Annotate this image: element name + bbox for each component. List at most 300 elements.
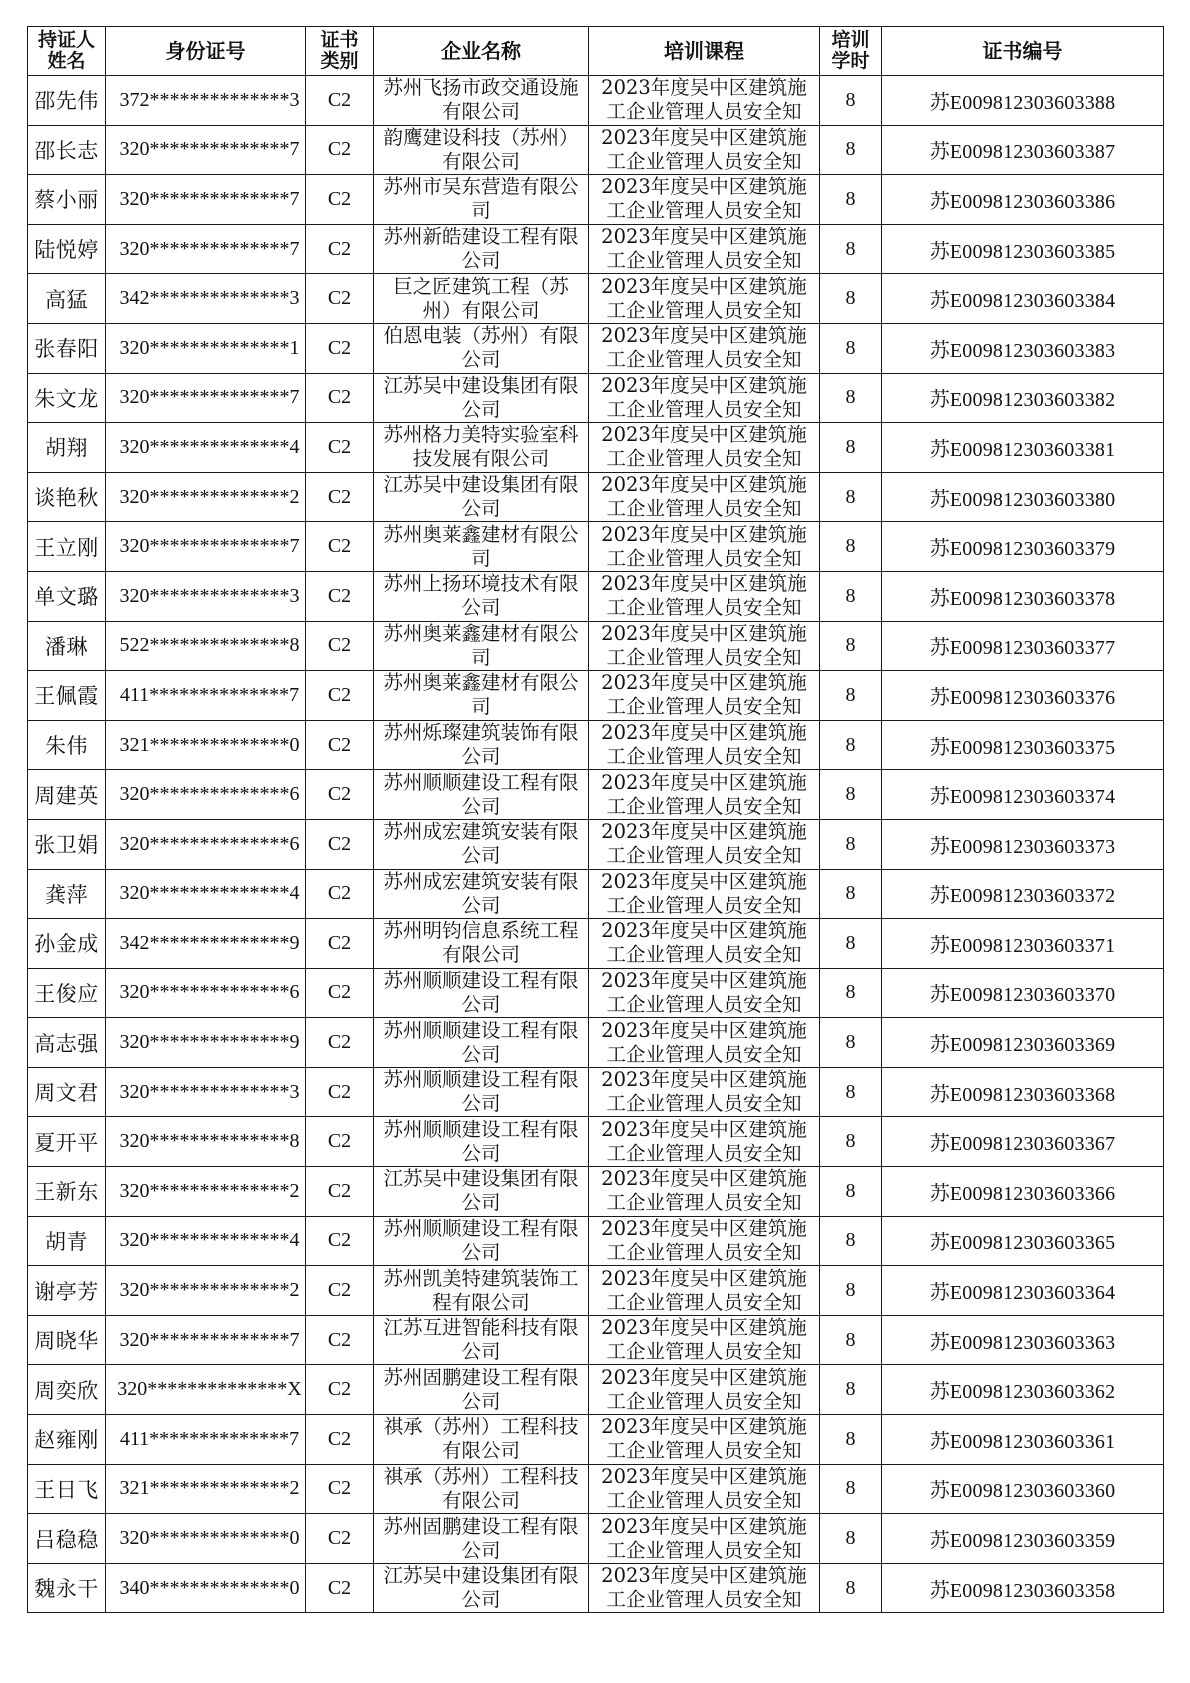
cert-type-cell: C2	[306, 423, 374, 473]
course-cell	[589, 175, 820, 225]
cert-number-cell: 苏E009812303603373	[882, 819, 1164, 869]
course-cell-text: 2023年度吴中区建筑施工企业管理人员安全知	[601, 770, 807, 818]
company-cell	[374, 1365, 589, 1415]
hours-cell: 8	[820, 423, 882, 473]
cert-type-cell: C2	[306, 323, 374, 373]
course-cell-text: 2023年度吴中区建筑施工企业管理人员安全知	[601, 274, 807, 322]
table-row	[28, 224, 1164, 274]
table-row	[28, 1365, 1164, 1415]
course-cell	[589, 1266, 820, 1316]
course-cell-text: 2023年度吴中区建筑施工企业管理人员安全知	[601, 1018, 807, 1066]
cert-number-cell: 苏E009812303603379	[882, 522, 1164, 572]
course-cell-text: 2023年度吴中区建筑施工企业管理人员安全知	[601, 473, 807, 521]
company-cell-text: 巨之匠建筑工程（苏州）有限公司	[393, 274, 569, 322]
course-cell	[589, 571, 820, 621]
course-cell	[589, 621, 820, 671]
hours-cell: 8	[820, 1365, 882, 1415]
cert-type-cell: C2	[306, 1315, 374, 1365]
company-cell-text: 苏州顺顺建设工程有限公司	[383, 1068, 579, 1116]
hours-cell: 8	[820, 1315, 882, 1365]
company-cell	[374, 1266, 589, 1316]
company-cell-text: 江苏吴中建设集团有限公司	[383, 473, 579, 521]
company-cell	[374, 224, 589, 274]
cert-number-cell: 苏E009812303603380	[882, 472, 1164, 522]
table-row	[28, 1216, 1164, 1266]
cert-number-cell: 苏E009812303603384	[882, 274, 1164, 324]
table-row	[28, 1315, 1164, 1365]
course-cell	[589, 968, 820, 1018]
holder-name-cell: 谈艳秋	[28, 472, 106, 522]
hours-cell: 8	[820, 522, 882, 572]
course-cell-text: 2023年度吴中区建筑施工企业管理人员安全知	[601, 869, 807, 917]
company-cell	[374, 1117, 589, 1167]
company-cell-text: 韵鹰建设科技（苏州）有限公司	[383, 125, 579, 173]
company-cell-text: 苏州明钧信息系统工程有限公司	[383, 919, 579, 967]
company-cell-text: 苏州新皓建设工程有限公司	[383, 225, 579, 273]
hours-cell: 8	[820, 274, 882, 324]
cert-number-cell: 苏E009812303603387	[882, 125, 1164, 175]
course-cell-text: 2023年度吴中区建筑施工企业管理人员安全知	[601, 125, 807, 173]
course-cell-text: 2023年度吴中区建筑施工企业管理人员安全知	[601, 76, 807, 124]
company-cell	[374, 869, 589, 919]
cert-number-cell: 苏E009812303603359	[882, 1514, 1164, 1564]
table-row	[28, 571, 1164, 621]
cert-type-cell: C2	[306, 1167, 374, 1217]
cert-type-cell: C2	[306, 1464, 374, 1514]
course-cell-text: 2023年度吴中区建筑施工企业管理人员安全知	[601, 1167, 807, 1215]
cert-number-cell: 苏E009812303603381	[882, 423, 1164, 473]
course-cell-text: 2023年度吴中区建筑施工企业管理人员安全知	[601, 225, 807, 273]
hours-cell: 8	[820, 1018, 882, 1068]
course-cell-text: 2023年度吴中区建筑施工企业管理人员安全知	[601, 820, 807, 868]
holder-name-cell: 单文璐	[28, 571, 106, 621]
course-cell	[589, 1415, 820, 1465]
holder-name-cell: 潘琳	[28, 621, 106, 671]
course-cell-text: 2023年度吴中区建筑施工企业管理人员安全知	[601, 671, 807, 719]
company-cell	[374, 819, 589, 869]
header-cert-type: 证书 类别	[306, 27, 374, 76]
cert-number-cell: 苏E009812303603372	[882, 869, 1164, 919]
id-number-cell: 320**************2	[106, 472, 306, 522]
cert-type-cell: C2	[306, 274, 374, 324]
cert-type-cell: C2	[306, 621, 374, 671]
holder-name-cell: 邵先伟	[28, 76, 106, 126]
id-number-cell: 340**************0	[106, 1563, 306, 1613]
id-number-cell: 320**************2	[106, 1167, 306, 1217]
id-number-cell: 411**************7	[106, 671, 306, 721]
company-cell	[374, 522, 589, 572]
company-cell	[374, 571, 589, 621]
cert-type-cell: C2	[306, 1216, 374, 1266]
id-number-cell: 320**************3	[106, 1067, 306, 1117]
hours-cell: 8	[820, 1563, 882, 1613]
table-row	[28, 522, 1164, 572]
company-cell-text: 苏州固鹏建设工程有限公司	[383, 1514, 579, 1562]
id-number-cell: 320**************6	[106, 770, 306, 820]
hours-cell: 8	[820, 1167, 882, 1217]
table-row	[28, 1067, 1164, 1117]
table-body	[28, 76, 1164, 1613]
company-cell-text: 祺承（苏州）工程科技有限公司	[383, 1415, 579, 1463]
hours-cell: 8	[820, 175, 882, 225]
certificate-table	[27, 26, 1164, 1613]
course-cell-text: 2023年度吴中区建筑施工企业管理人员安全知	[601, 373, 807, 421]
holder-name-cell: 高猛	[28, 274, 106, 324]
id-number-cell: 320**************4	[106, 423, 306, 473]
course-cell	[589, 423, 820, 473]
cert-number-cell: 苏E009812303603385	[882, 224, 1164, 274]
cert-type-cell: C2	[306, 522, 374, 572]
hours-cell: 8	[820, 125, 882, 175]
id-number-cell: 320**************7	[106, 373, 306, 423]
cert-type-cell: C2	[306, 1415, 374, 1465]
cert-type-cell: C2	[306, 968, 374, 1018]
holder-name-cell: 周晓华	[28, 1315, 106, 1365]
company-cell-text: 苏州飞扬市政交通设施有限公司	[383, 76, 579, 124]
holder-name-cell: 陆悦婷	[28, 224, 106, 274]
table-row	[28, 919, 1164, 969]
course-cell-text: 2023年度吴中区建筑施工企业管理人员安全知	[601, 1564, 807, 1612]
cert-number-cell: 苏E009812303603382	[882, 373, 1164, 423]
course-cell-text: 2023年度吴中区建筑施工企业管理人员安全知	[601, 1415, 807, 1463]
course-cell-text: 2023年度吴中区建筑施工企业管理人员安全知	[601, 1068, 807, 1116]
hours-cell: 8	[820, 1067, 882, 1117]
holder-name-cell: 蔡小丽	[28, 175, 106, 225]
id-number-cell: 320**************4	[106, 1216, 306, 1266]
holder-name-cell: 张卫娟	[28, 819, 106, 869]
table-row	[28, 869, 1164, 919]
cert-type-cell: C2	[306, 1266, 374, 1316]
course-cell	[589, 1018, 820, 1068]
hours-cell: 8	[820, 1117, 882, 1167]
hours-cell: 8	[820, 1266, 882, 1316]
holder-name-cell: 周建英	[28, 770, 106, 820]
id-number-cell: 320**************0	[106, 1514, 306, 1564]
cert-number-cell: 苏E009812303603364	[882, 1266, 1164, 1316]
cert-type-cell: C2	[306, 1117, 374, 1167]
cert-number-cell: 苏E009812303603378	[882, 571, 1164, 621]
id-number-cell: 411**************7	[106, 1415, 306, 1465]
cert-type-cell: C2	[306, 373, 374, 423]
course-cell	[589, 125, 820, 175]
company-cell	[374, 323, 589, 373]
course-cell-text: 2023年度吴中区建筑施工企业管理人员安全知	[601, 1514, 807, 1562]
holder-name-cell: 邵长志	[28, 125, 106, 175]
holder-name-cell: 张春阳	[28, 323, 106, 373]
id-number-cell: 320**************2	[106, 1266, 306, 1316]
hours-cell: 8	[820, 472, 882, 522]
company-cell-text: 苏州上扬环境技术有限公司	[383, 572, 579, 620]
id-number-cell: 320**************7	[106, 522, 306, 572]
id-number-cell: 342**************9	[106, 919, 306, 969]
cert-type-cell: C2	[306, 472, 374, 522]
company-cell-text: 苏州顺顺建设工程有限公司	[383, 1018, 579, 1066]
id-number-cell: 320**************X	[106, 1365, 306, 1415]
id-number-cell: 320**************7	[106, 1315, 306, 1365]
holder-name-cell: 高志强	[28, 1018, 106, 1068]
holder-name-cell: 周文君	[28, 1067, 106, 1117]
hours-cell: 8	[820, 919, 882, 969]
cert-type-cell: C2	[306, 1067, 374, 1117]
id-number-cell: 321**************2	[106, 1464, 306, 1514]
id-number-cell: 320**************9	[106, 1018, 306, 1068]
id-number-cell: 342**************3	[106, 274, 306, 324]
table-row	[28, 423, 1164, 473]
holder-name-cell: 王俊应	[28, 968, 106, 1018]
cert-type-cell: C2	[306, 175, 374, 225]
company-cell	[374, 472, 589, 522]
course-cell	[589, 770, 820, 820]
id-number-cell: 320**************7	[106, 175, 306, 225]
cert-type-cell: C2	[306, 919, 374, 969]
cert-number-cell: 苏E009812303603365	[882, 1216, 1164, 1266]
cert-type-cell: C2	[306, 1563, 374, 1613]
company-cell-text: 江苏吴中建设集团有限公司	[383, 1167, 579, 1215]
company-cell-text: 伯恩电装（苏州）有限公司	[383, 324, 579, 372]
holder-name-cell: 王佩霞	[28, 671, 106, 721]
company-cell	[374, 968, 589, 1018]
course-cell	[589, 323, 820, 373]
id-number-cell: 522**************8	[106, 621, 306, 671]
course-cell-text: 2023年度吴中区建筑施工企业管理人员安全知	[601, 1117, 807, 1165]
table-row	[28, 472, 1164, 522]
company-cell	[374, 1464, 589, 1514]
id-number-cell: 320**************7	[106, 125, 306, 175]
holder-name-cell: 夏开平	[28, 1117, 106, 1167]
holder-name-cell: 王新东	[28, 1167, 106, 1217]
company-cell	[374, 720, 589, 770]
cert-number-cell: 苏E009812303603363	[882, 1315, 1164, 1365]
company-cell-text: 苏州市吴东营造有限公司	[383, 175, 579, 223]
company-cell	[374, 1067, 589, 1117]
company-cell	[374, 1315, 589, 1365]
course-cell	[589, 1216, 820, 1266]
company-cell	[374, 919, 589, 969]
course-cell-text: 2023年度吴中区建筑施工企业管理人员安全知	[601, 1266, 807, 1314]
course-cell	[589, 819, 820, 869]
holder-name-cell: 谢亭芳	[28, 1266, 106, 1316]
cert-number-cell: 苏E009812303603368	[882, 1067, 1164, 1117]
table-row	[28, 671, 1164, 721]
company-cell	[374, 1415, 589, 1465]
table-row	[28, 1167, 1164, 1217]
company-cell	[374, 1514, 589, 1564]
cert-type-cell: C2	[306, 869, 374, 919]
cert-number-cell: 苏E009812303603366	[882, 1167, 1164, 1217]
holder-name-cell: 王日飞	[28, 1464, 106, 1514]
cert-number-cell: 苏E009812303603375	[882, 720, 1164, 770]
id-number-cell: 320**************4	[106, 869, 306, 919]
table-row	[28, 1117, 1164, 1167]
cert-type-cell: C2	[306, 224, 374, 274]
hours-cell: 8	[820, 621, 882, 671]
company-cell	[374, 423, 589, 473]
table-row	[28, 323, 1164, 373]
cert-number-cell: 苏E009812303603367	[882, 1117, 1164, 1167]
table-row	[28, 770, 1164, 820]
table-row	[28, 968, 1164, 1018]
company-cell	[374, 770, 589, 820]
course-cell	[589, 1117, 820, 1167]
id-number-cell: 320**************3	[106, 571, 306, 621]
header-id-number: 身份证号	[106, 27, 306, 76]
course-cell	[589, 869, 820, 919]
course-cell	[589, 1315, 820, 1365]
course-cell-text: 2023年度吴中区建筑施工企业管理人员安全知	[601, 721, 807, 769]
course-cell	[589, 919, 820, 969]
holder-name-cell: 胡翔	[28, 423, 106, 473]
cert-type-cell: C2	[306, 671, 374, 721]
table-row	[28, 76, 1164, 126]
table-row	[28, 1266, 1164, 1316]
course-cell	[589, 1167, 820, 1217]
cert-type-cell: C2	[306, 1365, 374, 1415]
course-cell	[589, 1365, 820, 1415]
table-row	[28, 274, 1164, 324]
course-cell	[589, 224, 820, 274]
hours-cell: 8	[820, 571, 882, 621]
course-cell-text: 2023年度吴中区建筑施工企业管理人员安全知	[601, 1216, 807, 1264]
id-number-cell: 320**************6	[106, 819, 306, 869]
company-cell	[374, 125, 589, 175]
hours-cell: 8	[820, 373, 882, 423]
company-cell-text: 苏州格力美特实验室科技发展有限公司	[383, 423, 579, 471]
cert-number-cell: 苏E009812303603361	[882, 1415, 1164, 1465]
table-row	[28, 1018, 1164, 1068]
course-cell-text: 2023年度吴中区建筑施工企业管理人员安全知	[601, 1464, 807, 1512]
hours-cell: 8	[820, 869, 882, 919]
course-cell-text: 2023年度吴中区建筑施工企业管理人员安全知	[601, 175, 807, 223]
company-cell	[374, 274, 589, 324]
company-cell-text: 苏州固鹏建设工程有限公司	[383, 1365, 579, 1413]
course-cell-text: 2023年度吴中区建筑施工企业管理人员安全知	[601, 621, 807, 669]
cert-number-cell: 苏E009812303603358	[882, 1563, 1164, 1613]
table-header	[28, 27, 1164, 76]
company-cell	[374, 1018, 589, 1068]
company-cell-text: 苏州顺顺建设工程有限公司	[383, 1216, 579, 1264]
company-cell-text: 苏州奥莱鑫建材有限公司	[383, 621, 579, 669]
table-row	[28, 1514, 1164, 1564]
course-cell	[589, 671, 820, 721]
cert-number-cell: 苏E009812303603370	[882, 968, 1164, 1018]
course-cell	[589, 76, 820, 126]
course-cell-text: 2023年度吴中区建筑施工企业管理人员安全知	[601, 572, 807, 620]
company-cell	[374, 76, 589, 126]
table-row	[28, 1464, 1164, 1514]
hours-cell: 8	[820, 671, 882, 721]
hours-cell: 8	[820, 1415, 882, 1465]
header-holder-name: 持证人 姓名	[28, 27, 106, 76]
hours-cell: 8	[820, 819, 882, 869]
hours-cell: 8	[820, 1216, 882, 1266]
course-cell-text: 2023年度吴中区建筑施工企业管理人员安全知	[601, 968, 807, 1016]
cert-type-cell: C2	[306, 770, 374, 820]
header-course: 培训课程	[589, 27, 820, 76]
id-number-cell: 320**************6	[106, 968, 306, 1018]
cert-type-cell: C2	[306, 125, 374, 175]
course-cell	[589, 373, 820, 423]
holder-name-cell: 王立刚	[28, 522, 106, 572]
company-cell	[374, 621, 589, 671]
cert-number-cell: 苏E009812303603360	[882, 1464, 1164, 1514]
hours-cell: 8	[820, 968, 882, 1018]
holder-name-cell: 周奕欣	[28, 1365, 106, 1415]
table-row	[28, 720, 1164, 770]
cert-type-cell: C2	[306, 571, 374, 621]
course-cell	[589, 1464, 820, 1514]
cert-type-cell: C2	[306, 720, 374, 770]
hours-cell: 8	[820, 323, 882, 373]
cert-type-cell: C2	[306, 76, 374, 126]
hours-cell: 8	[820, 224, 882, 274]
company-cell-text: 苏州奥莱鑫建材有限公司	[383, 671, 579, 719]
course-cell-text: 2023年度吴中区建筑施工企业管理人员安全知	[601, 1365, 807, 1413]
cert-type-cell: C2	[306, 1018, 374, 1068]
company-cell	[374, 1563, 589, 1613]
header-company: 企业名称	[374, 27, 589, 76]
id-number-cell: 320**************1	[106, 323, 306, 373]
hours-cell: 8	[820, 1464, 882, 1514]
id-number-cell: 320**************7	[106, 224, 306, 274]
holder-name-cell: 胡青	[28, 1216, 106, 1266]
hours-cell: 8	[820, 1514, 882, 1564]
cert-number-cell: 苏E009812303603377	[882, 621, 1164, 671]
company-cell-text: 苏州烁璨建筑装饰有限公司	[383, 721, 579, 769]
company-cell-text: 苏州顺顺建设工程有限公司	[383, 1117, 579, 1165]
cert-number-cell: 苏E009812303603374	[882, 770, 1164, 820]
table-row	[28, 125, 1164, 175]
course-cell-text: 2023年度吴中区建筑施工企业管理人员安全知	[601, 324, 807, 372]
id-number-cell: 321**************0	[106, 720, 306, 770]
cert-number-cell: 苏E009812303603369	[882, 1018, 1164, 1068]
header-cert-number: 证书编号	[882, 27, 1164, 76]
hours-cell: 8	[820, 720, 882, 770]
holder-name-cell: 朱伟	[28, 720, 106, 770]
course-cell	[589, 1563, 820, 1613]
id-number-cell: 372**************3	[106, 76, 306, 126]
hours-cell: 8	[820, 76, 882, 126]
company-cell-text: 苏州成宏建筑安装有限公司	[383, 869, 579, 917]
company-cell-text: 祺承（苏州）工程科技有限公司	[383, 1464, 579, 1512]
cert-type-cell: C2	[306, 819, 374, 869]
holder-name-cell: 吕稳稳	[28, 1514, 106, 1564]
cert-number-cell: 苏E009812303603386	[882, 175, 1164, 225]
course-cell	[589, 1067, 820, 1117]
holder-name-cell: 龚萍	[28, 869, 106, 919]
company-cell-text: 苏州奥莱鑫建材有限公司	[383, 522, 579, 570]
table-row	[28, 1563, 1164, 1613]
id-number-cell: 320**************8	[106, 1117, 306, 1167]
company-cell-text: 苏州凯美特建筑装饰工程有限公司	[383, 1266, 579, 1314]
cert-type-cell: C2	[306, 1514, 374, 1564]
course-cell	[589, 472, 820, 522]
cert-number-cell: 苏E009812303603371	[882, 919, 1164, 969]
cert-number-cell: 苏E009812303603383	[882, 323, 1164, 373]
hours-cell: 8	[820, 770, 882, 820]
company-cell-text: 江苏互进智能科技有限公司	[383, 1316, 579, 1364]
company-cell-text: 苏州成宏建筑安装有限公司	[383, 820, 579, 868]
course-cell-text: 2023年度吴中区建筑施工企业管理人员安全知	[601, 522, 807, 570]
cert-number-cell: 苏E009812303603362	[882, 1365, 1164, 1415]
company-cell-text: 江苏吴中建设集团有限公司	[383, 373, 579, 421]
course-cell	[589, 274, 820, 324]
company-cell-text: 苏州顺顺建设工程有限公司	[383, 770, 579, 818]
company-cell	[374, 1167, 589, 1217]
header-hours: 培训 学时	[820, 27, 882, 76]
holder-name-cell: 魏永干	[28, 1563, 106, 1613]
holder-name-cell: 孙金成	[28, 919, 106, 969]
company-cell-text: 苏州顺顺建设工程有限公司	[383, 968, 579, 1016]
